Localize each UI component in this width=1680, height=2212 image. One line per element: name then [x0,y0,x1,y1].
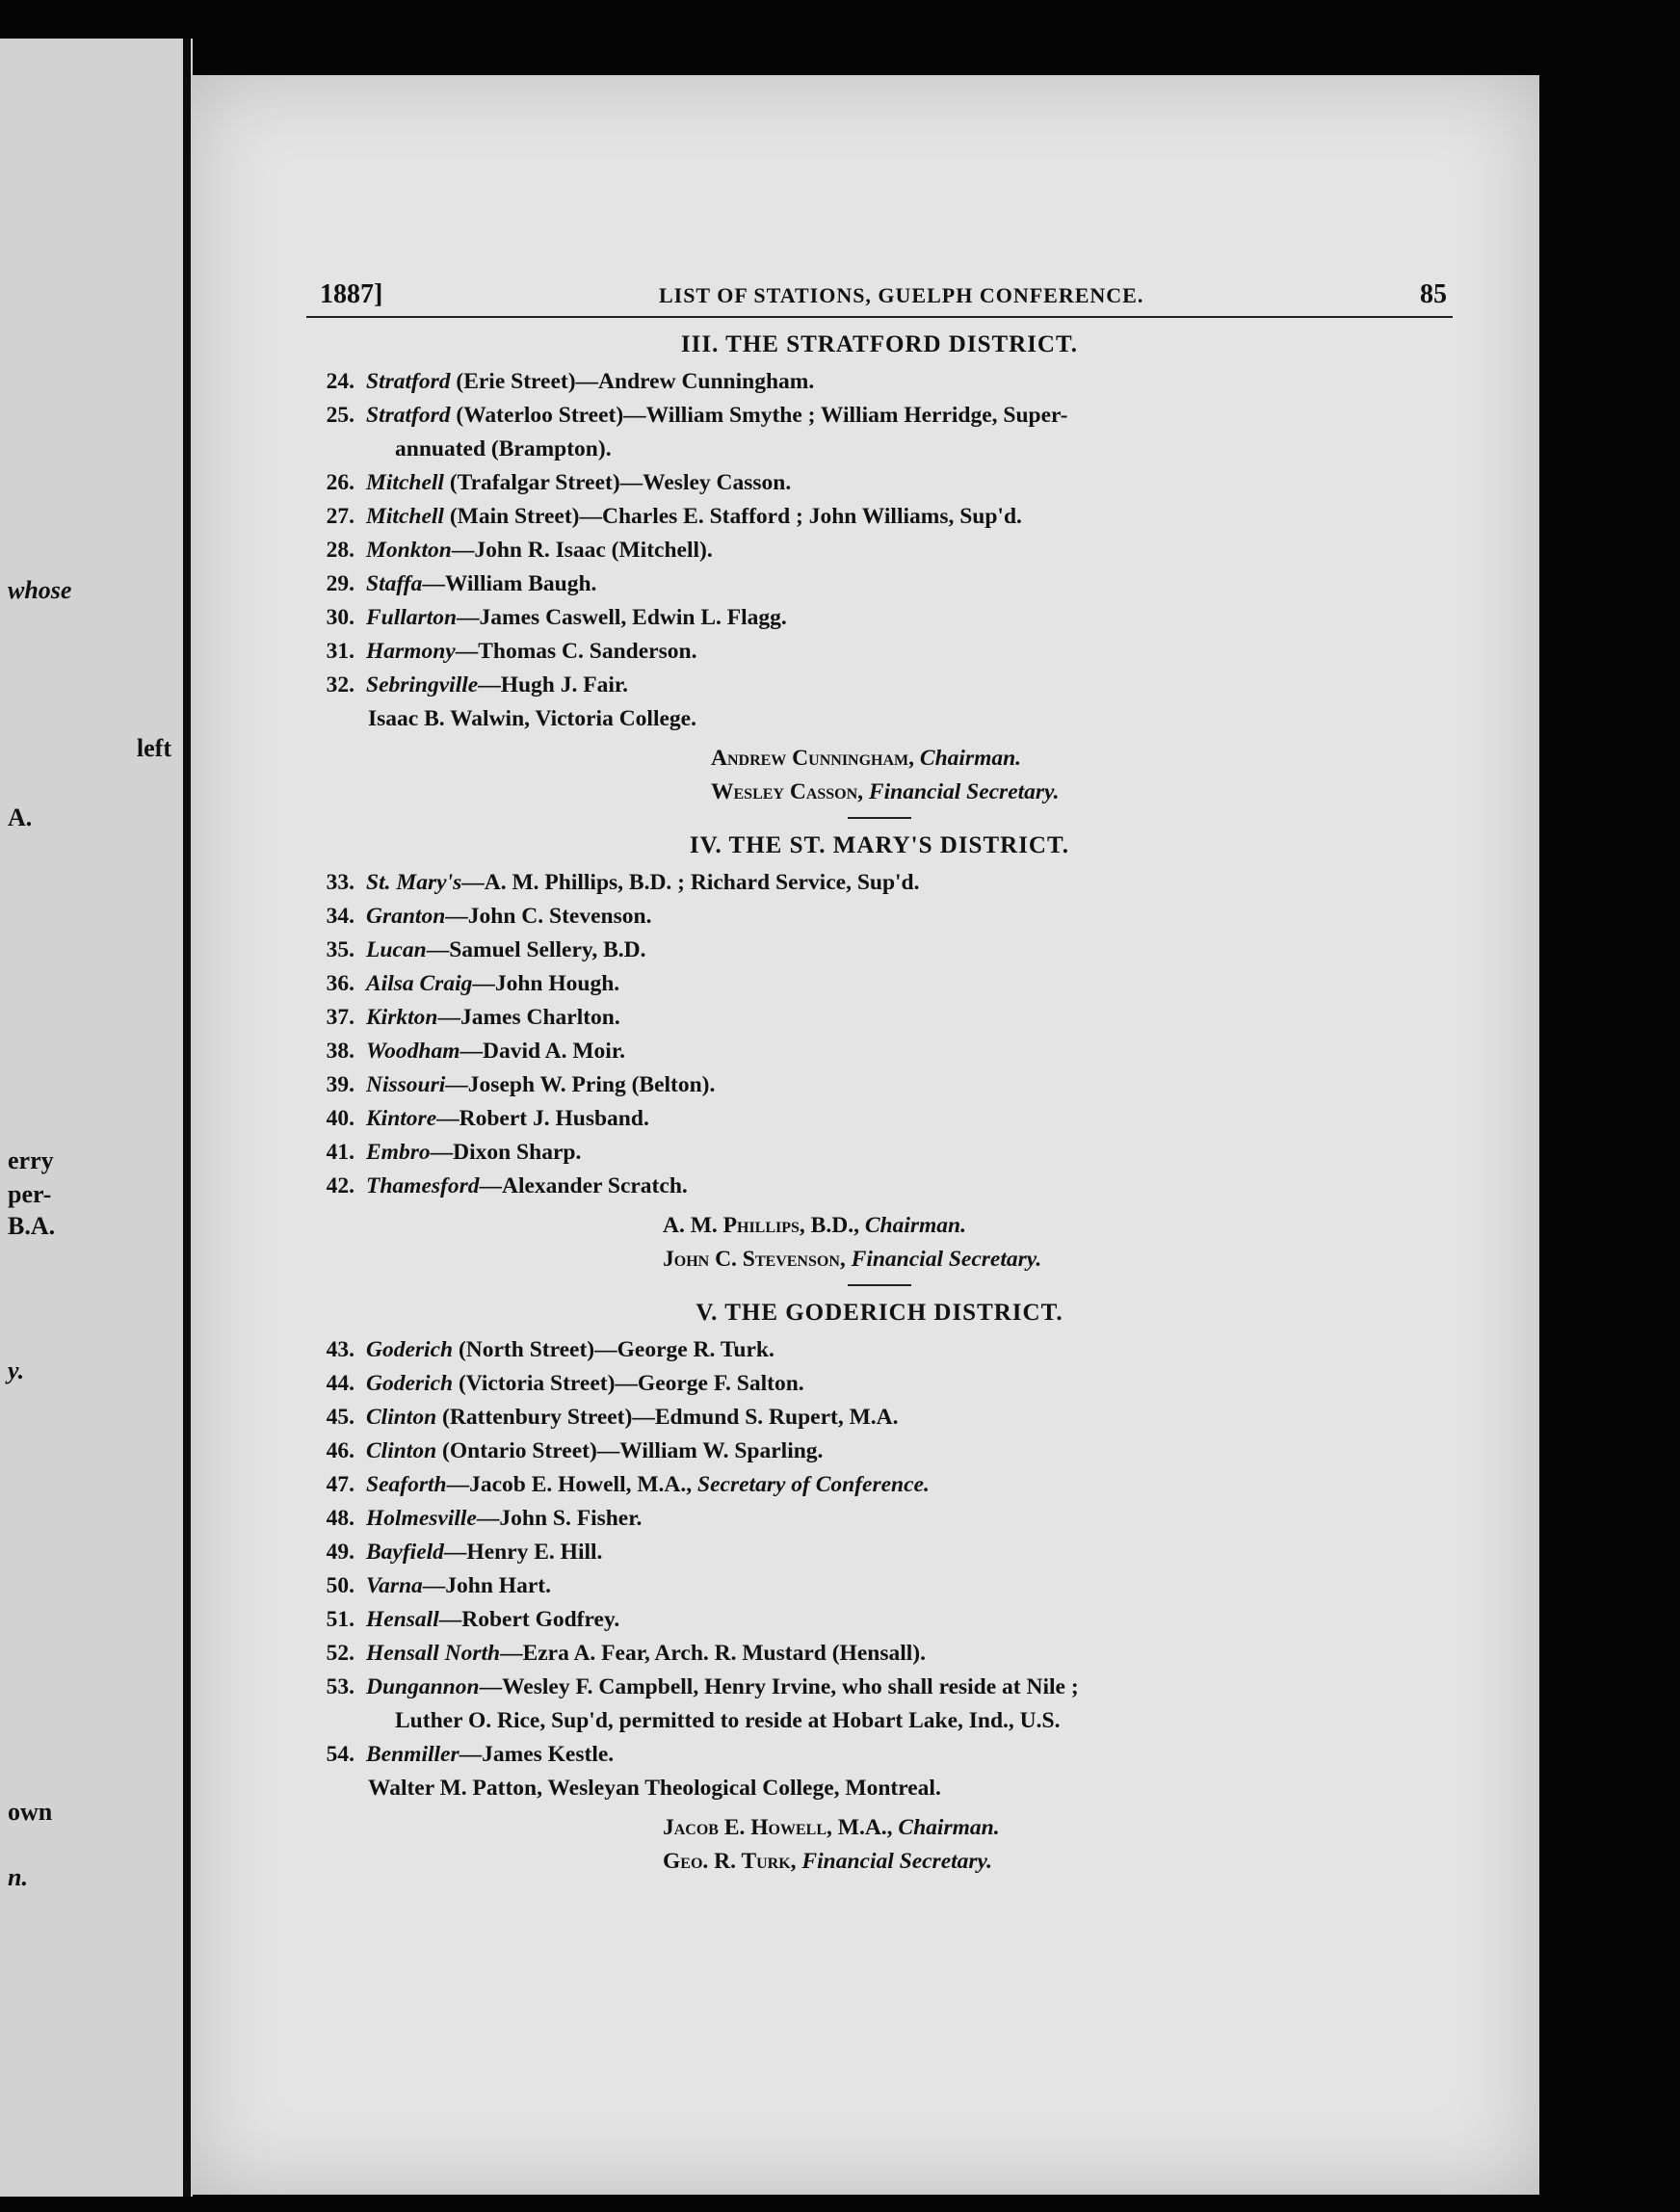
station-entry [306,1435,1453,1468]
station-place: Embro [366,1140,431,1165]
station-text [366,601,1453,635]
district-title: V. THE GODERICH DISTRICT. [696,1300,1063,1326]
left-page-fragment: per- [8,1180,52,1208]
station-ministers: —Henry E. Hill. [443,1540,603,1565]
station-text [366,635,1453,669]
station-ministers: —John R. Isaac (Mitchell). [451,538,713,563]
station-number: 52. [326,1641,354,1666]
page-number: 85 [1419,279,1447,309]
station-entry [306,601,1453,635]
signer-name: Wesley Casson [711,779,858,804]
station-place: Woodham [366,1039,460,1064]
station-place: Goderich [366,1371,454,1396]
station-place: Hensall [366,1607,439,1632]
signer-line: John C. Stevenson, Financial Secretary. [663,1247,1042,1272]
left-page-fragment: erry [8,1146,54,1174]
station-entry [306,1468,1453,1502]
district-signers [306,1209,1453,1277]
station-place: Hensall North [366,1641,501,1666]
district-signers [306,742,1453,809]
station-number: 31. [326,639,354,664]
station-continuation: annuated (Brampton). [395,436,612,461]
station-place: Fullarton [366,605,458,630]
station-text [366,466,1453,500]
station-text [366,1738,1453,1772]
header-title: LIST OF STATIONS, GUELPH CONFERENCE. [658,283,1144,307]
station-ministers: —Robert Godfrey. [438,1607,620,1632]
signer-role: Financial Secretary. [868,779,1060,804]
left-page-fragment: own [8,1798,53,1826]
station-text [366,1468,1453,1502]
station-number: 24. [326,369,354,394]
signer-line: Andrew Cunningham, Chairman. [711,746,1022,771]
station-entry [306,967,1453,1001]
station-entry [306,399,1453,466]
station-ministers: —James Caswell, Edwin L. Flagg. [457,605,787,630]
station-place: Harmony [366,639,456,664]
station-entry [306,1001,1453,1035]
station-text [366,900,1453,934]
station-entry [306,1068,1453,1102]
station-number: 47. [326,1472,354,1497]
station-text [366,1637,1453,1671]
station-ministers: —Thomas C. Sanderson. [455,639,697,664]
left-page-fragment: B.A. [8,1212,56,1240]
station-ministers: —James Charlton. [437,1005,620,1030]
station-number: 45. [326,1405,354,1430]
station-text [366,1536,1453,1569]
signer-name: Geo. R. Turk [663,1849,791,1874]
signer-name: Jacob E. Howell, M.A. [663,1815,887,1840]
station-place: St. Mary's [366,870,462,895]
signer-role: Chairman. [864,1213,966,1238]
station-number: 29. [326,571,354,596]
signer-line: Geo. R. Turk, Financial Secretary. [663,1849,992,1874]
station-place: Benmiller [366,1742,459,1767]
station-entry [306,635,1453,669]
header-year: 1887] [320,279,383,309]
station-text [366,1401,1453,1435]
station-number: 48. [326,1506,354,1531]
station-place: Varna [366,1573,423,1598]
station-entry [306,1671,1453,1738]
station-place: Ailsa Craig [366,971,473,996]
station-place: Mitchell [366,504,444,529]
signer-line: Wesley Casson, Financial Secretary. [711,779,1060,804]
book-gutter [183,39,191,2197]
station-ministers: (Victoria Street)—George F. Salton. [453,1371,804,1396]
station-place: Dungannon [366,1674,480,1699]
station-place: Sebringville [366,672,479,698]
left-page-fragment: y. [8,1356,25,1384]
station-entry [306,934,1453,967]
station-ministers: —A. M. Phillips, B.D. ; Richard Service, Sup'd. [461,870,920,895]
station-text [366,1136,1453,1170]
district-list [306,328,1453,1879]
station-text [366,866,1453,900]
station-number: 37. [326,1005,354,1030]
district-section [306,829,1453,1286]
section-divider [848,817,911,819]
signer-role: Financial Secretary. [851,1247,1042,1272]
station-text [366,1671,1453,1738]
left-page-fragment: whose [8,576,72,604]
station-place: Monkton [366,538,452,563]
station-place: Thamesford [366,1173,480,1198]
station-number: 50. [326,1573,354,1598]
section-divider [848,1284,911,1286]
signer-name: John C. Stevenson [663,1247,840,1272]
station-text [366,1502,1453,1536]
station-place: Staffa [366,571,423,596]
station-entry [306,1102,1453,1136]
signer-line: Jacob E. Howell, M.A., Chairman. [663,1815,1000,1840]
station-ministers: —Hugh J. Fair. [478,672,629,698]
station-entry [306,900,1453,934]
station-ministers: (Waterloo Street)—William Smythe ; William Herridge, Super- [450,403,1068,428]
running-head [306,277,1453,318]
station-ministers: (Erie Street)—Andrew Cunningham. [450,369,815,394]
station-number: 34. [326,904,354,929]
station-ministers: —Joseph W. Pring (Belton). [445,1072,716,1097]
signer-name: Andrew Cunningham [711,746,909,771]
station-text [366,399,1453,466]
station-entry [306,1170,1453,1203]
station-text [366,500,1453,534]
station-place: Stratford [366,403,451,428]
station-place: Seaforth [366,1472,447,1497]
station-text [366,1001,1453,1035]
signer-line: A. M. Phillips, B.D., Chairman. [663,1213,966,1238]
station-number: 49. [326,1540,354,1565]
station-ministers: —John C. Stevenson. [445,904,652,929]
station-ministers: —Alexander Scratch. [479,1173,688,1198]
station-number: 43. [326,1337,354,1362]
station-entry [306,1738,1453,1772]
station-number: 36. [326,971,354,996]
station-place: Holmesville [366,1506,477,1531]
station-text [366,934,1453,967]
district-note: Walter M. Patton, Wesleyan Theological College, Montreal. [368,1776,941,1801]
station-entry [306,1333,1453,1367]
station-number: 39. [326,1072,354,1097]
district-title: III. THE STRATFORD DISTRICT. [680,331,1079,357]
station-text [366,365,1453,399]
station-entry [306,1536,1453,1569]
district-signers [306,1811,1453,1879]
station-entry [306,1136,1453,1170]
station-entry [306,1035,1453,1068]
station-number: 46. [326,1438,354,1463]
station-ministers: —Robert J. Husband. [436,1106,649,1131]
station-entry [306,1367,1453,1401]
station-ministers: —Dixon Sharp. [430,1140,582,1165]
station-number: 25. [326,403,354,428]
station-ministers: (Main Street)—Charles E. Stafford ; John Williams, Sup'd. [443,504,1022,529]
station-entry [306,866,1453,900]
station-entry [306,500,1453,534]
station-place: Kintore [366,1106,437,1131]
station-entry [306,1603,1453,1637]
station-number: 41. [326,1140,354,1165]
station-number: 42. [326,1173,354,1198]
station-place: Lucan [366,937,427,962]
station-ministers: (North Street)—George R. Turk. [453,1337,774,1362]
station-number: 27. [326,504,354,529]
station-place: Clinton [366,1405,437,1430]
district-note: Isaac B. Walwin, Victoria College. [368,706,696,731]
station-place: Bayfield [366,1540,444,1565]
station-ministers: —John Hough. [472,971,620,996]
station-number: 38. [326,1039,354,1064]
station-ministers: (Trafalgar Street)—Wesley Casson. [443,470,792,495]
station-entry [306,1401,1453,1435]
station-place: Goderich [366,1337,454,1362]
station-ministers: —Jacob E. Howell, M.A., [446,1472,698,1497]
station-number: 35. [326,937,354,962]
station-text [366,1102,1453,1136]
left-page-fragment: left [136,734,171,762]
station-number: 40. [326,1106,354,1131]
station-text [366,567,1453,601]
station-place: Kirkton [366,1005,438,1030]
station-text [366,1367,1453,1401]
station-text [366,1569,1453,1603]
station-ministers: (Ontario Street)—William W. Sparling. [436,1438,824,1463]
station-office: Secretary of Conference. [697,1472,930,1497]
station-entry [306,534,1453,567]
station-ministers: —Ezra A. Fear, Arch. R. Mustard (Hensall). [500,1641,926,1666]
station-place: Clinton [366,1438,437,1463]
left-page-edge [0,39,193,2197]
station-text [366,1435,1453,1468]
station-number: 53. [326,1674,354,1699]
station-number: 30. [326,605,354,630]
station-number: 28. [326,538,354,563]
station-entry [306,1637,1453,1671]
station-place: Stratford [366,369,451,394]
book-page [191,75,1539,2195]
station-place: Nissouri [366,1072,446,1097]
station-number: 51. [326,1607,354,1632]
left-page-fragment: A. [8,803,33,831]
station-place: Mitchell [366,470,444,495]
station-text [366,1035,1453,1068]
station-text [366,534,1453,567]
station-ministers: (Rattenbury Street)—Edmund S. Rupert, M.A. [436,1405,899,1430]
station-text [366,1333,1453,1367]
station-number: 33. [326,870,354,895]
station-number: 54. [326,1742,354,1767]
station-text [366,1603,1453,1637]
signer-role: Financial Secretary. [801,1849,992,1874]
station-ministers: —David A. Moir. [459,1039,625,1064]
station-ministers: —James Kestle. [459,1742,615,1767]
station-continuation: Luther O. Rice, Sup'd, permitted to reside at Hobart Lake, Ind., U.S. [395,1708,1061,1733]
station-ministers: —John Hart. [422,1573,551,1598]
station-text [366,1170,1453,1203]
station-place: Granton [366,904,446,929]
district-section [306,328,1453,819]
station-ministers: —Wesley F. Campbell, Henry Irvine, who shall reside at Nile ; [479,1674,1079,1699]
signer-role: Chairman. [919,746,1022,771]
station-ministers: —John S. Fisher. [476,1506,643,1531]
station-entry [306,567,1453,601]
district-title: IV. THE ST. MARY'S DISTRICT. [689,832,1070,858]
signer-name: A. M. Phillips, B.D. [663,1213,854,1238]
district-section [306,1296,1453,1879]
signer-role: Chairman. [898,1815,1000,1840]
station-text [366,669,1453,702]
page-content [306,277,1453,1879]
station-entry [306,669,1453,702]
station-entry [306,466,1453,500]
station-number: 32. [326,672,354,698]
station-ministers: —William Baugh. [422,571,597,596]
station-number: 44. [326,1371,354,1396]
station-entry [306,1569,1453,1603]
left-page-fragment: n. [8,1863,28,1891]
station-number: 26. [326,470,354,495]
station-entry [306,1502,1453,1536]
station-text [366,1068,1453,1102]
station-text [366,967,1453,1001]
station-ministers: —Samuel Sellery, B.D. [426,937,646,962]
station-entry [306,365,1453,399]
